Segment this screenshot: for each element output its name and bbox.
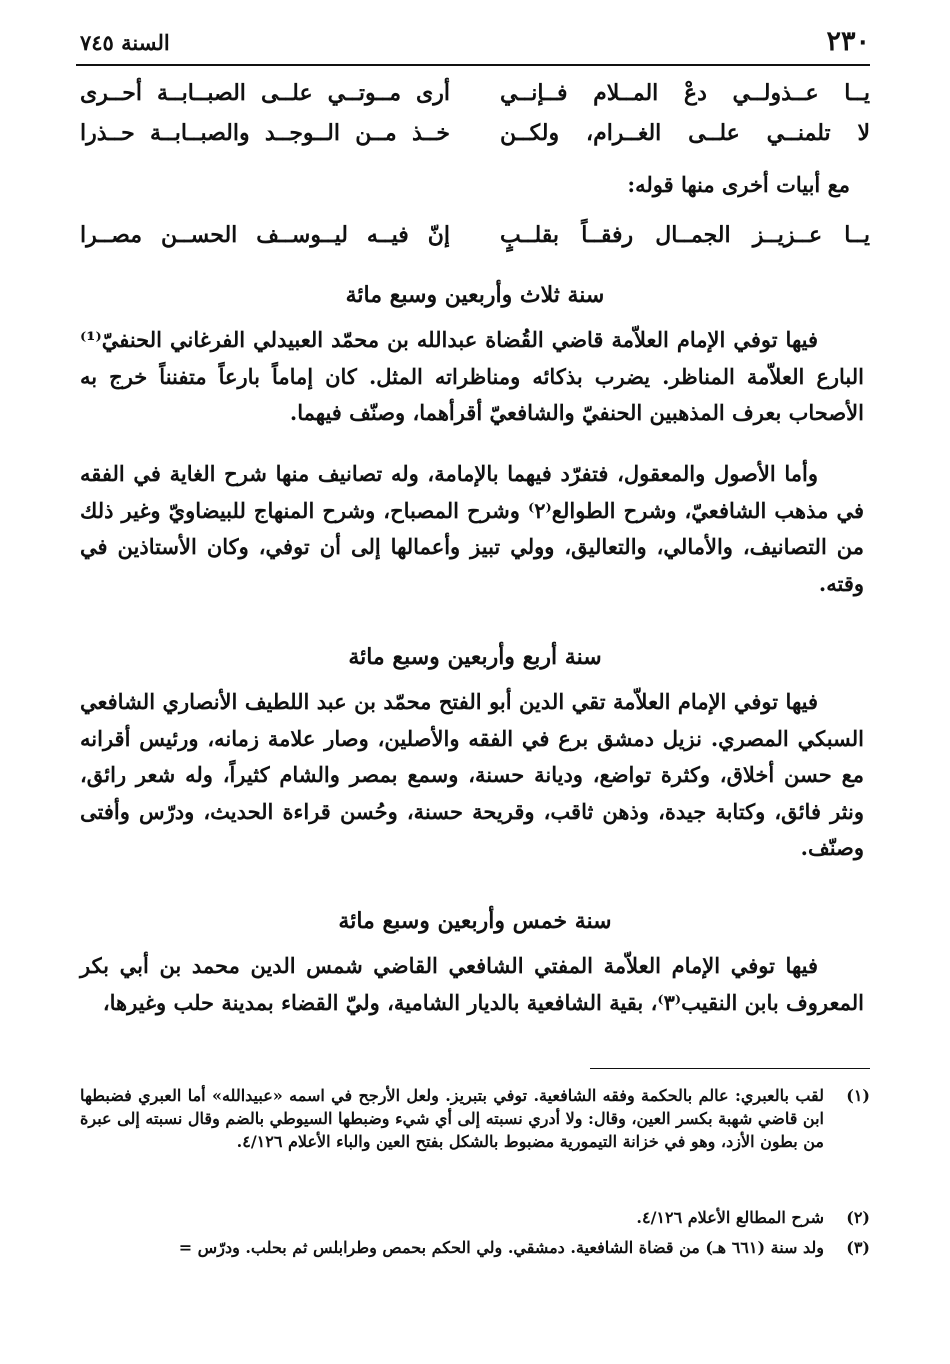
footnote-number: (١)	[846, 1086, 870, 1105]
section-heading: سنة ثلاث وأربعين وسبع مائة	[345, 282, 605, 308]
paragraph: وأما الأصول والمعقول، فتفرّد فيهما بالإمامة، وله تصانيف منها شرح الغاية في الفقه في مذهب الشافعيّ، وشرح الطوالع⁽٢⁾ وشرح المصباح، وشرح المنهاج للبيضاويّ وغير ذلك من التصانيف، والأمالي، والتعاليق، وولي تبيز وأعمالها إلى أن توفي، وكان الأستاذين في وقته.	[80, 461, 865, 596]
paragraph: فيها توفي الإمام العلاّمة المفتي الشافعي القاضي شمس الدين محمد بن أبي بكر المعروف بابن النقيب⁽٣⁾، بقية الشافعية بالديار الشامية، وليّ القضاء بمدينة حلب وغيرها،	[80, 953, 864, 1015]
verse-second-hemistich: أرى مــوتــي علــى الصبــابــة أحــرى	[80, 80, 450, 106]
verse-first-hemistich: لا تلمنــي علــى الغــرام، ولكــن	[500, 120, 870, 146]
verse-second-hemistich: إنّ فيــه ليــوســف الحســن مصــرا	[80, 222, 450, 248]
paragraph: فيها توفي الإمام العلاّمة قاضي القُضاة عبدالله بن محمّد العبيدلي الفرغاني الحنفيّ⁽¹⁾ البارع العلاّمة المناظر. يضرب بذكائه ومناظراته المثل. كان إماماً بارعاً متفنناً خرج به الأصحاب بعرف المذهبين الحنفيّ والشافعيّ أقرأهما، وصنّف فيهما.	[80, 327, 864, 425]
footnote-text: شرح المطالع الأعلام ٤/١٢٦.	[636, 1208, 824, 1227]
header-rule	[76, 64, 870, 66]
verse-first-hemistich: يــا عــزيــز الجمــال رفقــاً بقلــبٍ	[500, 222, 870, 248]
footnote-text: لقب بالعبري: عالم بالحكمة وفقه الشافعية. توفي بتبريز. ولعل الأرجح في اسمه «عبيدالله» أما العبري فضبطها ابن قاضي شهبة بكسر العين، وقال: ولا أدري نسبته إلى أي شيء وضبطها السيوطي بالضم وقال نسبته إلى عبرة من بطون الأزد، وهو في خزانة التيمورية مضبوط بالشكل بفتح العين والباء الأعلام ٤/١٢٦.	[80, 1086, 824, 1151]
page-number: ٢٣٠	[826, 26, 870, 57]
verse-second-hemistich: خــذ مــن الــوجــد والصبــابــة حــذرا	[80, 120, 450, 146]
footnote	[80, 1236, 870, 1260]
running-header	[80, 26, 870, 62]
verse-line	[80, 120, 870, 154]
footnote-number: (٣)	[846, 1238, 870, 1257]
verse-line	[80, 80, 870, 114]
verse-first-hemistich: يــا عــذولــي دعْ المــلام فــإنــي	[500, 80, 870, 106]
footnote	[80, 1206, 870, 1230]
verse-line	[80, 222, 870, 256]
running-year-title: السنة ٧٤٥	[80, 30, 170, 55]
footnote-rule	[590, 1068, 870, 1069]
intro-line: مع أبيات أخرى منها قوله:	[627, 172, 850, 197]
section-heading: سنة أربع وأربعين وسبع مائة	[348, 644, 602, 670]
section-heading: سنة خمس وأربعين وسبع مائة	[338, 908, 612, 934]
footnote-text: ولد سنة (٦٦١ هـ) من قضاة الشافعية. دمشقي. ولي الحكم بحمص وطرابلس ثم بحلب. ودرّس =	[178, 1238, 824, 1257]
paragraph: فيها توفي الإمام العلاّمة تقي الدين أبو الفتح محمّد بن عبد اللطيف الأنصاري الشافعي السبكي المصري. نزيل دمشق برع في الفقه والأصلين، وصار علامة زمانه، ورئيس أقرانه مع حسن أخلاق، وكثرة تواضع، وديانة حسنة، وسمع بمصر والشام كثيراً، وله شعر رائق، ونثر فائق، وكتابة جيدة، وذهن ثاقب، وقريحة حسنة، وحُسن قراءة الحديث، ودرّس وأفتى وصنّف.	[80, 689, 864, 860]
footnote	[80, 1084, 870, 1180]
footnote-number: (٢)	[846, 1208, 870, 1227]
